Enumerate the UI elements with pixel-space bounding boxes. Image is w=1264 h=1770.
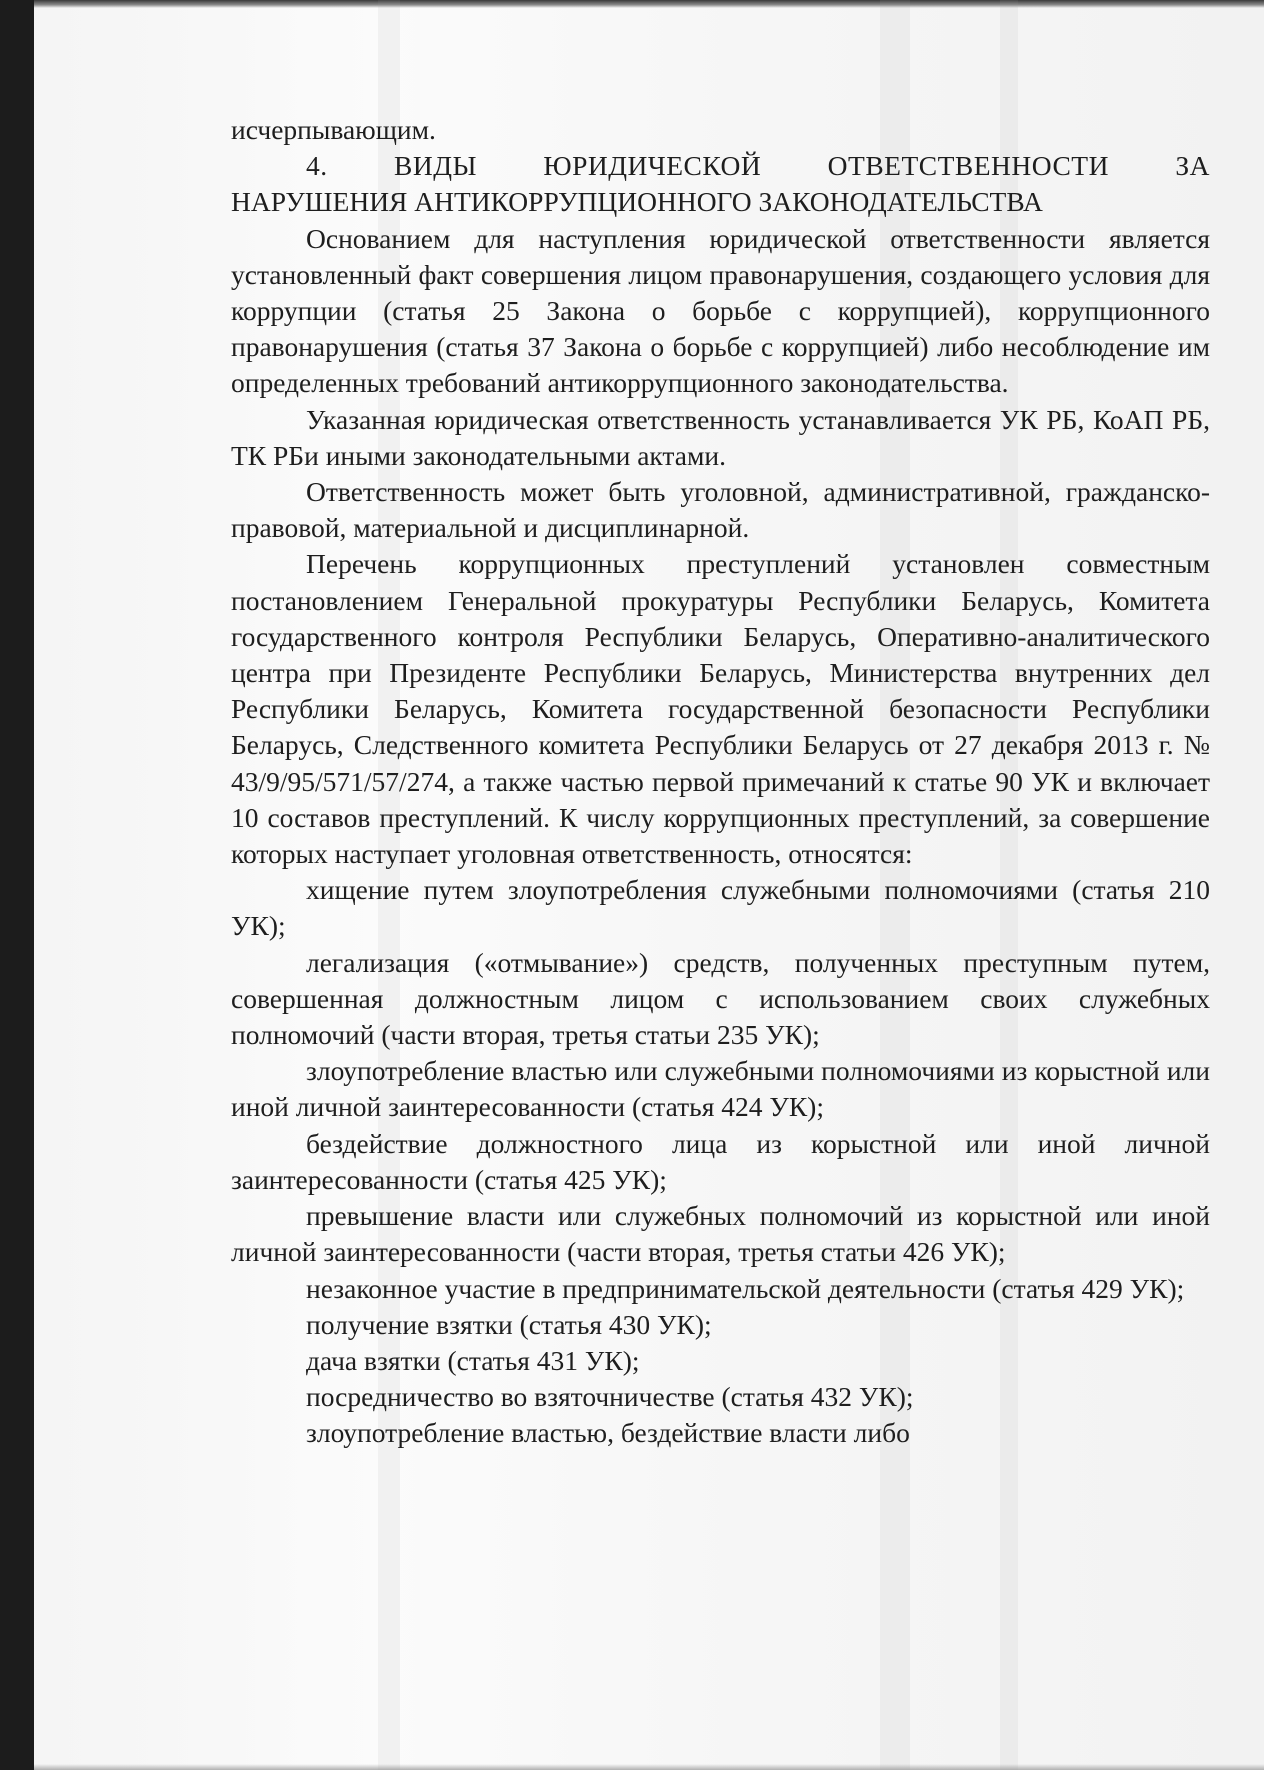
section-title-part2: НАРУШЕНИЯ АНТИКОРРУПЦИОННОГО ЗАКОНОДАТЕЛЬСТВА <box>231 186 1043 218</box>
paragraph-types: Ответственность может быть уголовной, административной, гражданско-правовой, материальной и дисциплинарной. <box>231 476 1210 544</box>
list-item: превышение власти или служебных полномочий из корыстной или иной личной заинтересованности (части вторая, третья статьи 426 УК); <box>231 1200 1210 1268</box>
list-item: легализация («отмывание») средств, полученных преступным путем, совершенная должностным лицом с использованием своих служебных полномочий (части вторая, третья статьи 235 УК); <box>231 946 1210 1051</box>
scan-top-border <box>34 0 1264 8</box>
document-body <box>231 112 1210 1452</box>
list-item: незаконное участие в предпринимательской деятельности (статья 429 УК); <box>306 1272 1185 1304</box>
paragraph-laws: Указанная юридическая ответственность устанавливается УК РБ, КоАП РБ, ТК РБи иными законодательными актами. <box>231 403 1210 471</box>
list-item: хищение путем злоупотребления служебными полномочиями (статья 210 УК); <box>231 874 1210 942</box>
continuation-line: исчерпывающим. <box>231 114 436 145</box>
list-item: злоупотребление властью, бездействие власти либо <box>306 1417 910 1449</box>
list-item: бездействие должностного лица из корыстной или иной личной заинтересованности (статья 425 УК); <box>231 1127 1210 1195</box>
scan-bottom-border <box>34 1764 1264 1770</box>
list-item: дача взятки (статья 431 УК); <box>306 1344 640 1376</box>
section-number: 4. <box>306 150 328 182</box>
list-item: получение взятки (статья 430 УК); <box>306 1308 712 1340</box>
scan-left-border <box>0 0 34 1770</box>
list-item: злоупотребление властью или служебными полномочиями из корыстной или иной личной заинтересованности (статья 424 УК); <box>231 1055 1210 1123</box>
paragraph-basis: Основанием для наступления юридической ответственности является установленный факт совершения лицом правонарушения, создающего условия для коррупции (статья 25 Закона о борьбе с коррупцией), коррупционного правонарушения (статья 37 Закона о борьбе с коррупцией) либо несоблюдение им определенных требований антикоррупционного законодательства. <box>231 222 1210 399</box>
section-heading-line1 <box>231 148 1210 184</box>
section-heading <box>231 148 1210 220</box>
list-item: посредничество во взяточничестве (статья 432 УК); <box>306 1381 914 1413</box>
section-title-part1: ВИДЫ ЮРИДИЧЕСКОЙ ОТВЕТСТВЕННОСТИ ЗА <box>394 150 1210 182</box>
paragraph-list-intro: Перечень коррупционных преступлений установлен совместным постановлением Генеральной прокуратуры Республики Беларусь, Комитета государственного контроля Республики Беларусь, Оперативно-аналитического центра при Президенте Республики Беларусь, Министерства внутренних дел Республики Беларусь, Комитета государственной безопасности Республики Беларусь, Следственного комитета Республики Беларусь от 27 декабря 2013 г. № 43/9/95/571/57/274, а также частью первой примечаний к статье 90 УК и включает 10 составов преступлений. К числу коррупционных преступлений, за совершение которых наступает уголовная ответственность, относятся: <box>231 548 1210 870</box>
